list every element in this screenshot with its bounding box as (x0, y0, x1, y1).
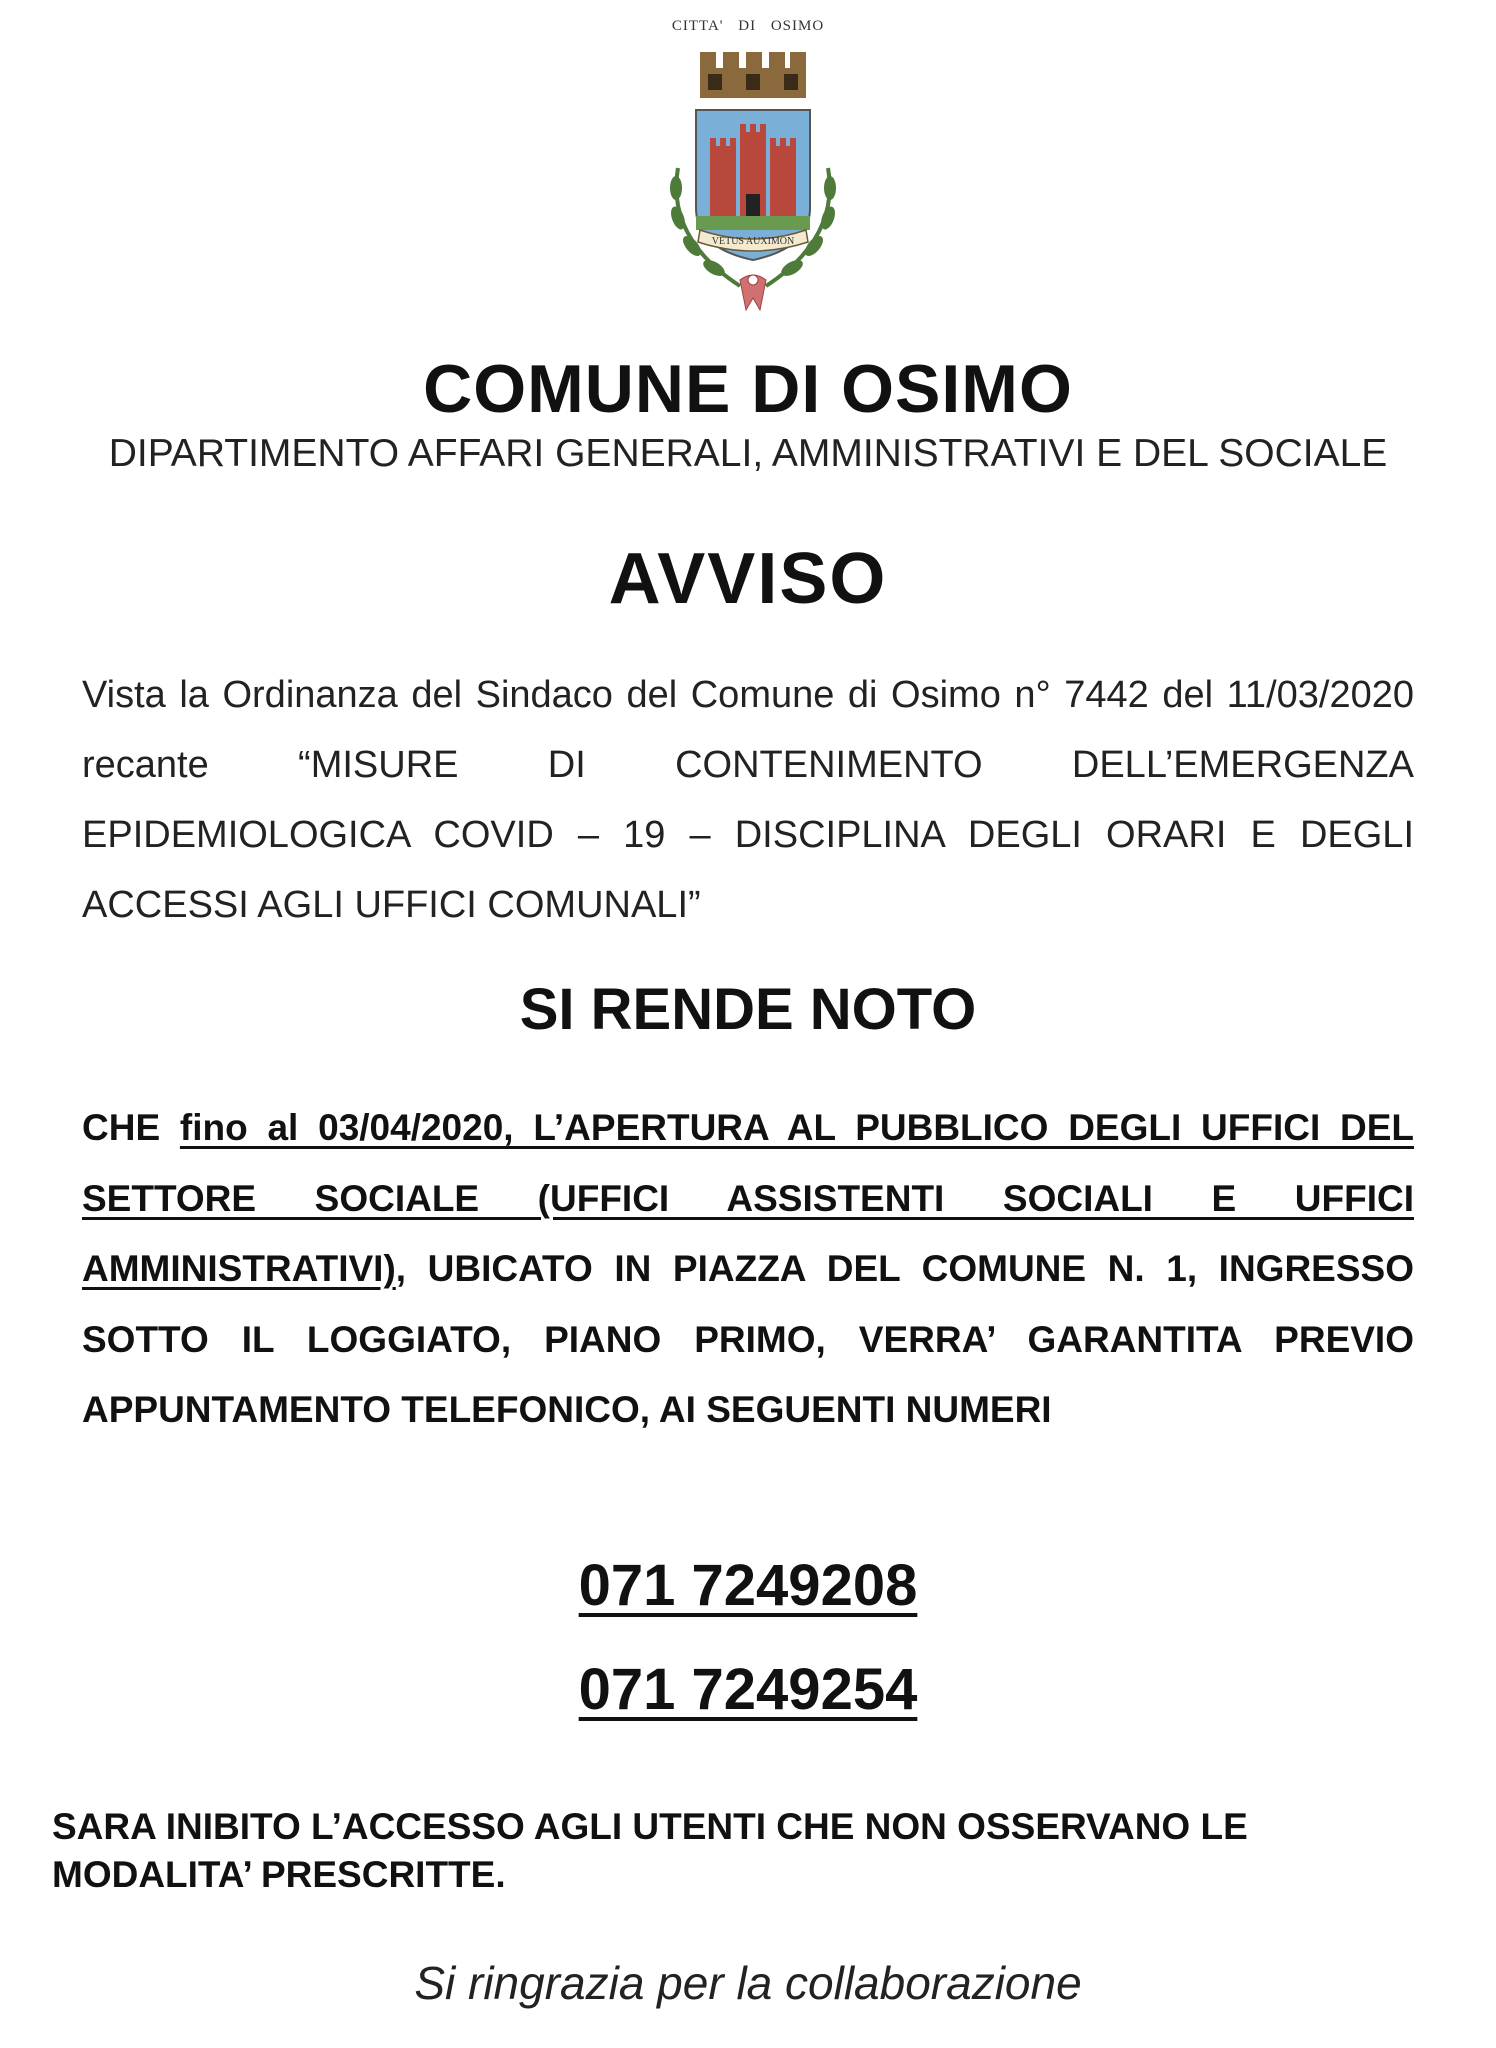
body-underlined-text: fino al 03/04/2020, L’APERTURA AL PUBBLICO DEGLI UFFICI DEL SETTORE SOCIALE (UFFICI ASSISTENTI SOCIALI E UFFICI AMMINISTRATIVI) (82, 1107, 1414, 1289)
body-rest-text: , UBICATO IN PIAZZA DEL COMUNE N. 1, INGRESSO SOTTO IL LOGGIATO, PIANO PRIMO, VERRA’ GARANTITA PREVIO APPUNTAMENTO TELEFONICO, AI SEGUENTI NUMERI (82, 1248, 1414, 1430)
phone-number-1: 071 7249208 (578, 1553, 918, 1618)
notice-body (82, 1093, 1414, 1446)
organization-title: COMUNE DI OSIMO (423, 351, 1073, 427)
phone-number-2: 071 7249254 (578, 1657, 918, 1722)
body-prefix: CHE (82, 1107, 180, 1148)
thanks-line: Si ringrazia per la collaborazione (414, 1957, 1082, 2009)
crown-icon (700, 52, 806, 98)
ribbon-icon (740, 275, 766, 310)
intro-paragraph: Vista la Ordinanza del Sindaco del Comune di Osimo n° 7442 del 11/03/2020 recante “MISURE DI CONTENIMENTO DELL’EMERGENZA EPIDEMIOLOGICA COVID – 19 – DISCIPLINA DEGLI ORARI E DEGLI ACCESSI AGLI UFFICI COMUNALI” (82, 674, 1414, 926)
department-subtitle: DIPARTIMENTO AFFARI GENERALI, AMMINISTRATIVI E DEL SOCIALE (108, 432, 1388, 475)
coat-of-arms-emblem (648, 48, 858, 318)
access-warning: SARA INIBITO L’ACCESSO AGLI UTENTI CHE NON OSSERVANO LE MODALITA’ PRESCRITTE. (52, 1806, 1248, 1895)
notice-heading: SI RENDE NOTO (519, 977, 977, 1042)
city-label: CITTA' DI OSIMO (671, 18, 825, 34)
notice-title: AVVISO (608, 539, 888, 619)
crest-motto: VETUS AUXIMON (711, 236, 795, 247)
